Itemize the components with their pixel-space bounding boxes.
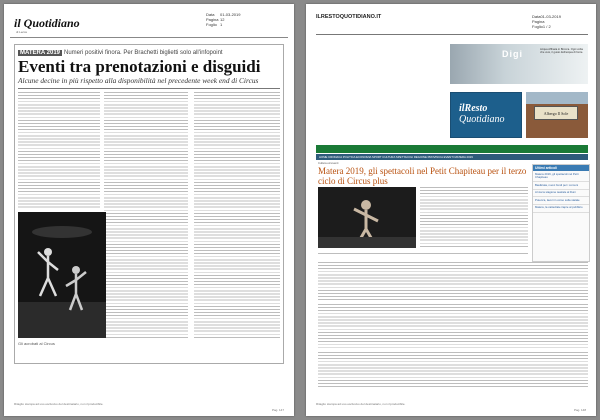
article-headline: Eventi tra prenotazioni e disguidi [18,57,261,76]
ad-banner-digi[interactable]: Digi Acqua Affinata in Brocca. Ogni volta che vuoi, il gusto dell'acqua di fonte. [450,44,588,84]
performer-image [318,187,416,248]
sidebar-article-link[interactable]: Matera 2019, gli spettacoli nel Petit Chapiteau [533,171,589,182]
article-column-2 [104,92,188,338]
article-paragraph-2 [318,304,588,348]
article-headline[interactable]: Matera 2019, gli spettacoli nel Petit Chapiteau per il terzo ciclo di Circus plus [318,166,527,186]
newspaper-page-left [4,4,294,416]
newspaper-page-right [306,4,596,416]
article-column-1 [18,92,100,208]
page-code: Pag. 148 [573,408,586,412]
acrobats-illustration [18,212,106,338]
newspaper-logo: il Quotidiano [14,16,80,30]
article-caption-line [318,253,528,256]
photo-caption: Gli acrobati al Circus [18,341,55,346]
section-label[interactable]: Cultura ed eventi [318,162,339,165]
article-video-thumbnail[interactable] [318,187,416,248]
header-divider [316,34,588,35]
article-paragraph-1 [318,262,588,300]
article-photo [18,212,106,338]
site-top-bar [316,145,588,153]
clipping-meta: Data 01-03-2019 Pagina 12 Foglio 1 [206,12,241,27]
site-nav-menu[interactable]: HOME CRONACA POLITICA ECONOMIA SPORT CULTURA SPETTACOLI REGIONE PROVINCIA EVENTI MATERA 2019 [316,154,588,160]
page-code: Pag. 147 [271,408,284,412]
site-logo-banner[interactable]: ilResto Quotidiano [450,92,522,138]
article-subhead: Alcune decine in più rispetto alla disponibilità nel precedente week end di Circus [18,76,259,85]
article-kicker: MATERA 2019 Numeri positivi finora. Per Brachetti biglietti solo all'infopoint [20,50,223,56]
sidebar-article-link[interactable]: Matera, la cattedrale riapre al pubblico [533,205,589,213]
edition-label: di Lecce [16,30,28,34]
clipping-meta: Data01-03-2019 Pagina Foglio1 / 2 [532,14,561,29]
footer-note: Ritaglio stampa ad uso esclusivo del destinatario, non riproducibile. [14,402,104,406]
article-paragraph-3 [318,352,588,388]
divider [18,88,280,89]
sidebar-article-link[interactable]: Basilicata, nuovi fondi per i comuni [533,182,589,190]
sidebar-latest-articles: Ultimi articoli Matera 2019, gli spettacoli nel Petit Chapiteau Basilicata, nuovi fondi per i comuni Al via la stagione teatrale al Duni Potenza, lavori in corso sulla statale Matera, la cattedrale riapre al pubblico [532,164,590,262]
article-column-3 [194,92,280,338]
footer-note: Ritaglio stampa ad uso esclusivo del destinatario, non riproducibile. [316,402,406,406]
sidebar-article-link[interactable]: Al via la stagione teatrale al Duni [533,190,589,198]
page-header [10,10,288,38]
article-intro-text [420,187,528,247]
ad-banner-albergo[interactable]: Albergo Il Sole [526,92,588,138]
sidebar-article-link[interactable]: Potenza, lavori in corso sulla statale [533,197,589,205]
source-site: ILRESTOQUOTIDIANO.IT [316,14,382,20]
